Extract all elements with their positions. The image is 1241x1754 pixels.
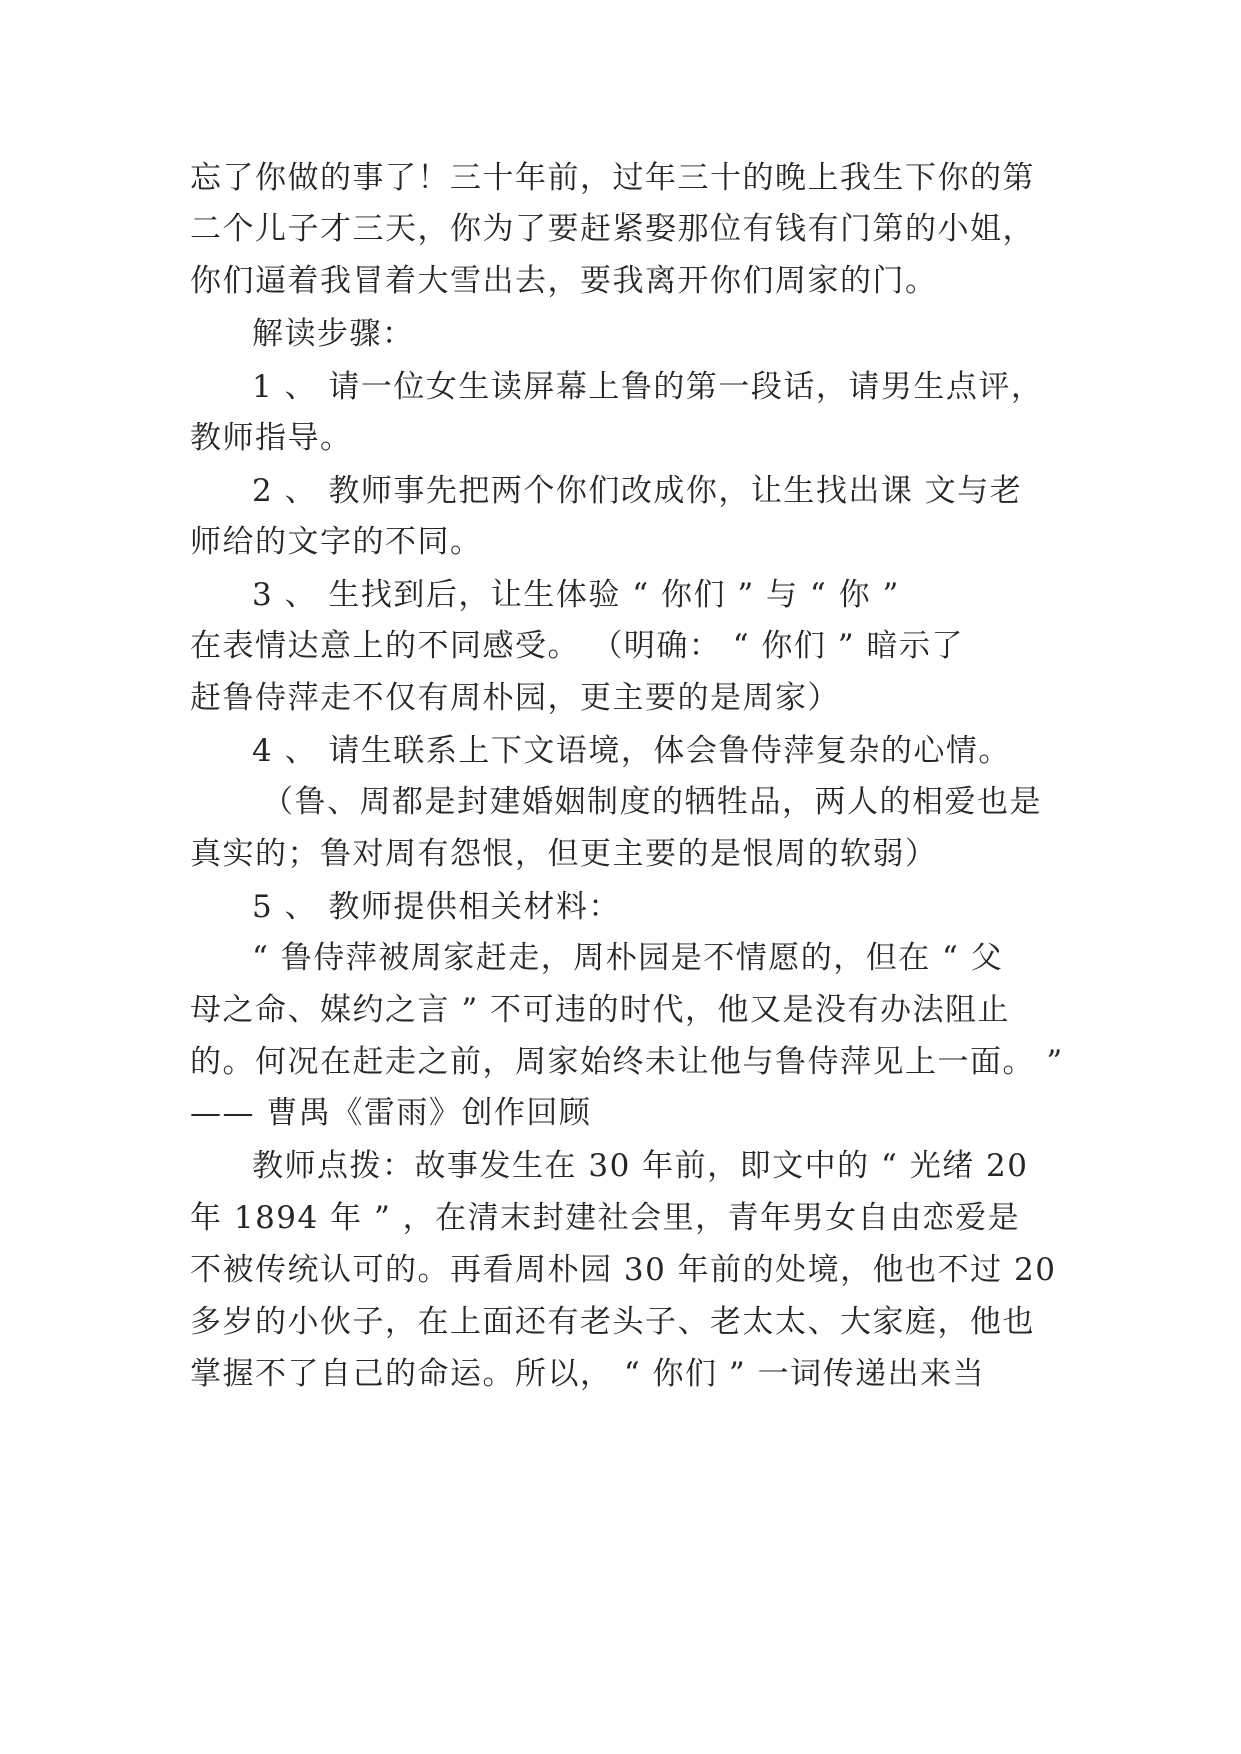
step-4-line: 真实的；鲁对周有怨恨，但更主要的是恨周的软弱）	[190, 836, 938, 872]
comment-line: 教师点拨：故事发生在 30 年前，即文中的 “ 光绪 20	[252, 1148, 1029, 1184]
comment-line: 不被传统认可的。再看周朴园 30 年前的处境，他也不过 20	[190, 1252, 1057, 1288]
paragraph-line: 你们逼着我冒着大雪出去，要我离开你们周家的门。	[190, 263, 938, 299]
step-1-line: 教师指导。	[190, 420, 353, 456]
comment-line: 年 1894 年 ” ，在清末封建社会里，青年男女自由恋爱是	[190, 1200, 1021, 1236]
step-5-line: 5 、 教师提供相关材料：	[252, 889, 621, 925]
step-3-line: 赶鲁侍萍走不仅有周朴园，更主要的是周家）	[190, 680, 840, 716]
step-2-line: 师给的文字的不同。	[190, 524, 483, 560]
step-4-line: 4 、 请生联系上下文语境，体会鲁侍萍复杂的心情。	[252, 733, 1011, 769]
comment-line: 掌握不了自己的命运。所以， “ 你们 ” 一词传递出来当	[190, 1356, 986, 1392]
step-2-line: 2 、 教师事先把两个你们改成你，让生找出课 文与老	[252, 473, 1023, 509]
paragraph-line: 忘了你做的事了！三十年前，过年三十的晚上我生下你的第	[190, 160, 1035, 196]
comment-line: 多岁的小伙子，在上面还有老头子、老太太、大家庭，他也	[190, 1304, 1035, 1340]
step-3-line: 3 、 生找到后，让生体验 “ 你们 ” 与 “ 你 ”	[252, 577, 900, 613]
quote-source: —— 曹禺《雷雨》创作回顾	[190, 1095, 592, 1131]
paragraph-line: 二个儿子才三天，你为了要赶紧娶那位有钱有门第的小姐，	[190, 211, 1035, 247]
quote-line: “ 鲁侍萍被周家赶走，周朴园是不情愿的，但在 “ 父	[252, 940, 1004, 976]
section-heading: 解读步骤：	[252, 316, 415, 352]
step-1-line: 1 、 请一位女生读屏幕上鲁的第一段话，请男生点评，	[252, 369, 1044, 405]
step-4-line: （鲁、周都是封建婚姻制度的牺牲品，两人的相爱也是	[262, 784, 1042, 820]
step-3-line: 在表情达意上的不同感受。 （明确： “ 你们 ” 暗示了	[190, 628, 964, 664]
quote-line: 的。何况在赶走之前，周家始终未让他与鲁侍萍见上一面。 ”	[190, 1044, 1064, 1080]
quote-line: 母之命、媒约之言 ” 不可违的时代，他又是没有办法阻止	[190, 992, 1011, 1028]
